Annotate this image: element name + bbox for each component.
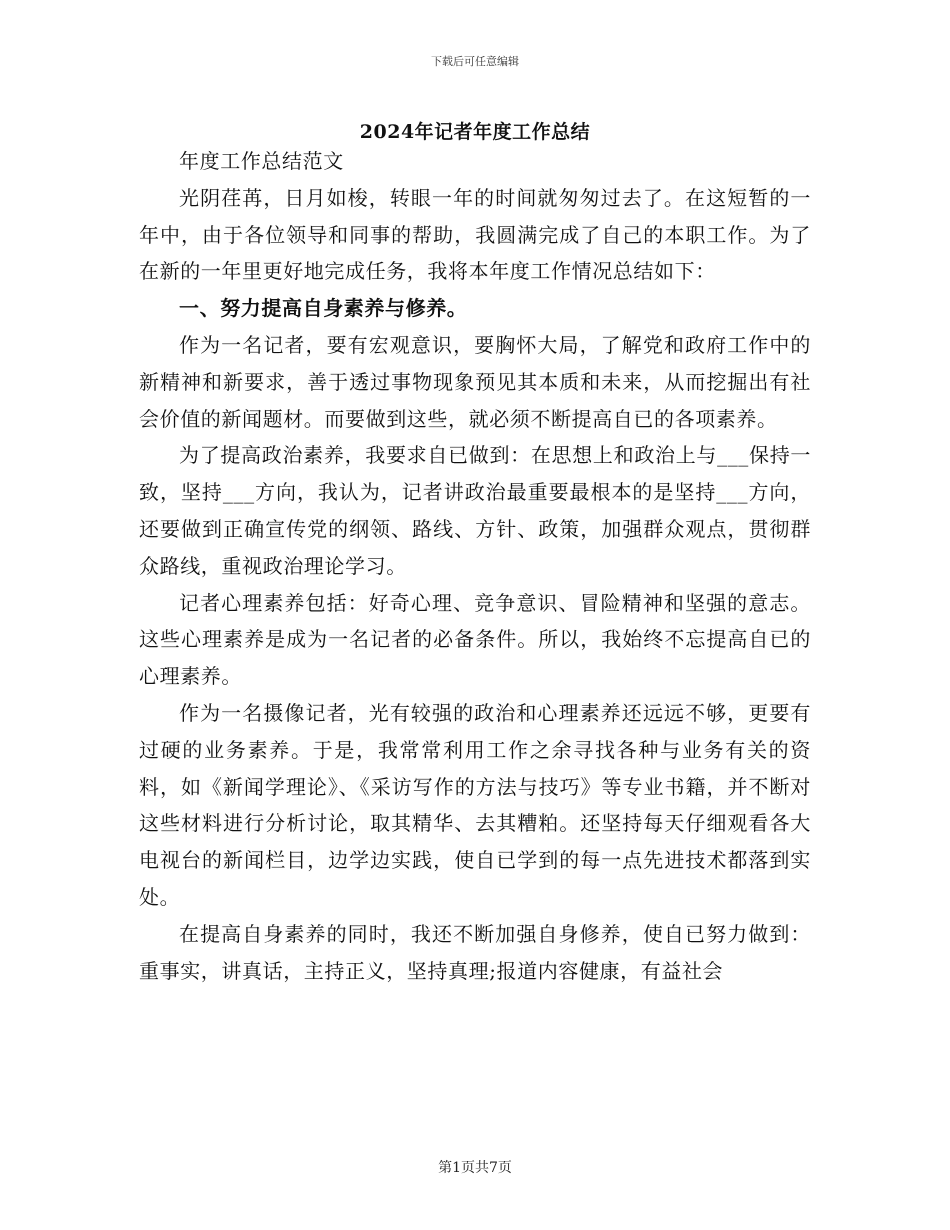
page-title: 2024年记者年度工作总结 [359,121,591,143]
document-body [139,143,811,989]
section-heading: 一、努力提高自身素养与修养。 [179,296,468,321]
paragraph: 记者心理素养包括：好奇心理、竞争意识、冒险精神和坚强的意志。这些心理素养是成为一名记者的必备条件。所以，我始终不忘提高自已的心理素养。 [139,590,811,689]
paragraph: 为了提高政治素养，我要求自已做到：在思想上和政治上与___保持一致，坚持___方向，我认为，记者讲政治最重要最根本的是坚持___方向，还要做到正确宣传党的纲领、路线、方针、政策，加强群众观点，贯彻群众路线，重视政治理论学习。 [139,443,811,578]
page-number: 第1页共7页 [438,1160,512,1176]
paragraph-intro: 光阴荏苒，日月如梭，转眼一年的时间就匆匆过去了。在这短暂的一年中，由于各位领导和同事的帮助，我圆满完成了自己的本职工作。为了在新的一年里更好地完成任务，我将本年度工作情况总结如下： [139,185,811,284]
paragraph: 在提高自身素养的同时，我还不断加强自身修养，使自已努力做到：重事实，讲真话，主持正义，坚持真理;报道内容健康，有益社会 [139,921,811,983]
paragraph: 作为一名摄像记者，光有较强的政治和心理素养还远远不够，更要有过硬的业务素养。于是，我常常利用工作之余寻找各种与业务有关的资料，如《新闻学理论》、《采访写作的方法与技巧》等专业书籍，并不断对这些材料进行分析讨论，取其精华、去其糟粕。还坚持每天仔细观看各大电视台的新闻栏目，边学边实践，使自已学到的每一点先进技术都落到实处。 [139,700,811,909]
paragraph: 作为一名记者，要有宏观意识，要胸怀大局，了解党和政府工作中的新精神和新要求，善于透过事物现象预见其本质和未来，从而挖掘出有社会价值的新闻题材。而要做到这些，就必须不断提高自已的各项素养。 [139,332,811,431]
page-header-note: 下载后可任意编辑 [431,55,519,68]
paragraph-subtitle: 年度工作总结范文 [179,149,344,173]
